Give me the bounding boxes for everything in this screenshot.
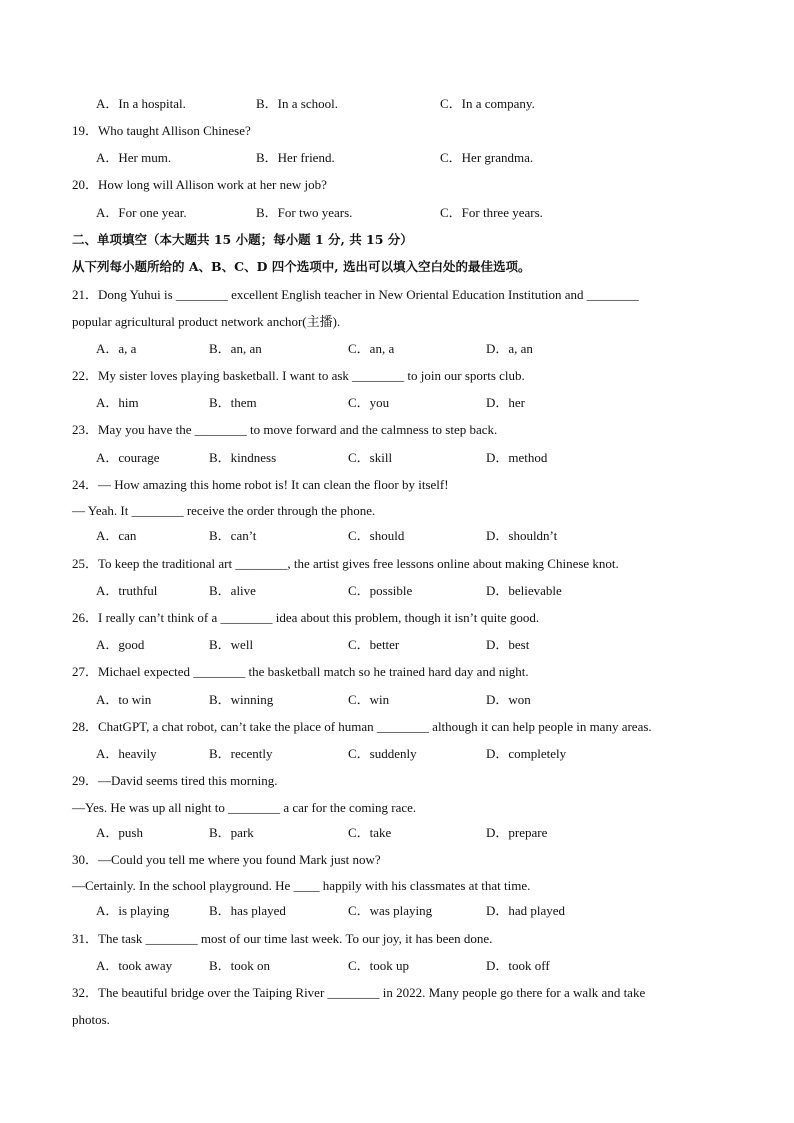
- question-text: 22．My sister loves playing basketball. I want to ask ________ to join our sports club.: [72, 368, 525, 383]
- question-text: 19．Who taught Allison Chinese?: [72, 123, 251, 138]
- option-a: A．is playing: [96, 903, 170, 918]
- option-d: D．prepare: [486, 825, 548, 840]
- option-a: A．to win: [96, 692, 152, 707]
- question-text: 29．—David seems tired this morning.: [72, 773, 278, 788]
- question-32: [0, 983, 794, 1003]
- q28-options: [0, 744, 794, 764]
- question-19: [0, 121, 794, 141]
- option-b: B．has played: [209, 903, 286, 918]
- question-text: 26．I really can’t think of a ________ idea about this problem, though it isn’t quite good.: [72, 610, 540, 625]
- option-b: B．Her friend.: [256, 150, 335, 165]
- question-text: 21．Dong Yuhui is ________ excellent English teacher in New Oriental Education Institution and ________: [72, 287, 639, 302]
- question-26: [0, 608, 794, 628]
- option-c: C．In a company.: [440, 96, 535, 111]
- q18-options: [0, 94, 794, 114]
- q31-options: [0, 956, 794, 976]
- question-29-cont: [0, 798, 794, 818]
- option-a: A．push: [96, 825, 143, 840]
- question-text: 28．ChatGPT, a chat robot, can’t take the place of human ________ although it can help people in many areas.: [72, 719, 652, 734]
- q25-options: [0, 581, 794, 601]
- option-a: A．a, a: [96, 341, 137, 356]
- question-text: photos.: [72, 1012, 110, 1027]
- option-c: C．skill: [348, 450, 393, 465]
- question-text: —Yes. He was up all night to ________ a car for the coming race.: [72, 800, 417, 815]
- option-b: B．In a school.: [256, 96, 338, 111]
- question-text: 23．May you have the ________ to move forward and the calmness to step back.: [72, 422, 498, 437]
- question-21: [0, 285, 794, 305]
- question-25: [0, 554, 794, 574]
- option-c: C．win: [348, 692, 390, 707]
- section-title: [0, 230, 794, 250]
- question-text: 27．Michael expected ________ the basketball match so he trained hard day and night.: [72, 664, 529, 679]
- option-a: A．him: [96, 395, 139, 410]
- question-text: 31．The task ________ most of our time last week. To our joy, it has been done.: [72, 931, 493, 946]
- option-b: B．well: [209, 637, 254, 652]
- question-28: [0, 717, 794, 737]
- option-c: C．suddenly: [348, 746, 417, 761]
- option-d: D．completely: [486, 746, 567, 761]
- question-24-cont: [0, 501, 794, 521]
- question-text: popular agricultural product network anchor(主播).: [72, 314, 341, 329]
- q27-options: [0, 690, 794, 710]
- question-text: 25．To keep the traditional art ________, the artist gives free lessons online about making Chinese knot.: [72, 556, 619, 571]
- question-22: [0, 366, 794, 386]
- option-a: A．Her mum.: [96, 150, 172, 165]
- option-c: C．take: [348, 825, 392, 840]
- option-a: A．In a hospital.: [96, 96, 186, 111]
- option-b: B．can’t: [209, 528, 257, 543]
- q24-options: [0, 526, 794, 546]
- question-20: [0, 175, 794, 195]
- q26-options: [0, 635, 794, 655]
- q22-options: [0, 393, 794, 413]
- option-c: C．possible: [348, 583, 413, 598]
- option-d: D．her: [486, 395, 525, 410]
- option-a: A．courage: [96, 450, 160, 465]
- option-d: D．a, an: [486, 341, 533, 356]
- option-b: B．For two years.: [256, 205, 353, 220]
- option-d: D．won: [486, 692, 531, 707]
- option-b: B．alive: [209, 583, 256, 598]
- section-title-text: 二、单项填空（本大题共 15 小题；每小题 1 分, 共 15 分）: [72, 232, 413, 247]
- question-21-cont: [0, 312, 794, 332]
- option-b: B．kindness: [209, 450, 277, 465]
- option-b: B．recently: [209, 746, 273, 761]
- option-a: A．For one year.: [96, 205, 187, 220]
- question-text: 24．— How amazing this home robot is! It can clean the floor by itself!: [72, 477, 449, 492]
- question-30-cont: [0, 876, 794, 896]
- question-text: 30．—Could you tell me where you found Mark just now?: [72, 852, 381, 867]
- option-c: C．For three years.: [440, 205, 543, 220]
- question-text: —Certainly. In the school playground. He ____ happily with his classmates at that time.: [72, 878, 531, 893]
- option-d: D．method: [486, 450, 548, 465]
- question-text: 20．How long will Allison work at her new job?: [72, 177, 327, 192]
- option-c: C．you: [348, 395, 390, 410]
- question-text: — Yeah. It ________ receive the order through the phone.: [72, 503, 376, 518]
- q19-options: [0, 148, 794, 168]
- question-27: [0, 662, 794, 682]
- section-instruction-text: 从下列每小题所给的 A、B、C、D 四个选项中, 选出可以填入空白处的最佳选项。: [72, 259, 531, 274]
- option-d: D．took off: [486, 958, 550, 973]
- option-c: C．Her grandma.: [440, 150, 534, 165]
- question-30: [0, 850, 794, 870]
- question-32-cont: [0, 1010, 794, 1030]
- option-d: D．had played: [486, 903, 566, 918]
- question-24: [0, 475, 794, 495]
- question-text: 32．The beautiful bridge over the Taiping River ________ in 2022. Many people go there for a walk and take: [72, 985, 646, 1000]
- option-a: A．truthful: [96, 583, 158, 598]
- option-a: A．heavily: [96, 746, 157, 761]
- option-d: D．shouldn’t: [486, 528, 558, 543]
- option-d: D．best: [486, 637, 530, 652]
- option-c: C．better: [348, 637, 400, 652]
- q21-options: [0, 339, 794, 359]
- q30-options: [0, 901, 794, 921]
- option-c: C．should: [348, 528, 405, 543]
- option-b: B．park: [209, 825, 254, 840]
- option-b: B．an, an: [209, 341, 262, 356]
- option-a: A．good: [96, 637, 145, 652]
- question-29: [0, 771, 794, 791]
- option-c: C．was playing: [348, 903, 433, 918]
- q29-options: [0, 823, 794, 843]
- question-31: [0, 929, 794, 949]
- question-23: [0, 420, 794, 440]
- option-b: B．them: [209, 395, 257, 410]
- q20-options: [0, 203, 794, 223]
- option-a: A．took away: [96, 958, 173, 973]
- q23-options: [0, 448, 794, 468]
- option-b: B．took on: [209, 958, 271, 973]
- option-b: B．winning: [209, 692, 274, 707]
- option-a: A．can: [96, 528, 137, 543]
- section-instruction: [0, 257, 794, 277]
- option-d: D．believable: [486, 583, 562, 598]
- option-c: C．took up: [348, 958, 410, 973]
- option-c: C．an, a: [348, 341, 395, 356]
